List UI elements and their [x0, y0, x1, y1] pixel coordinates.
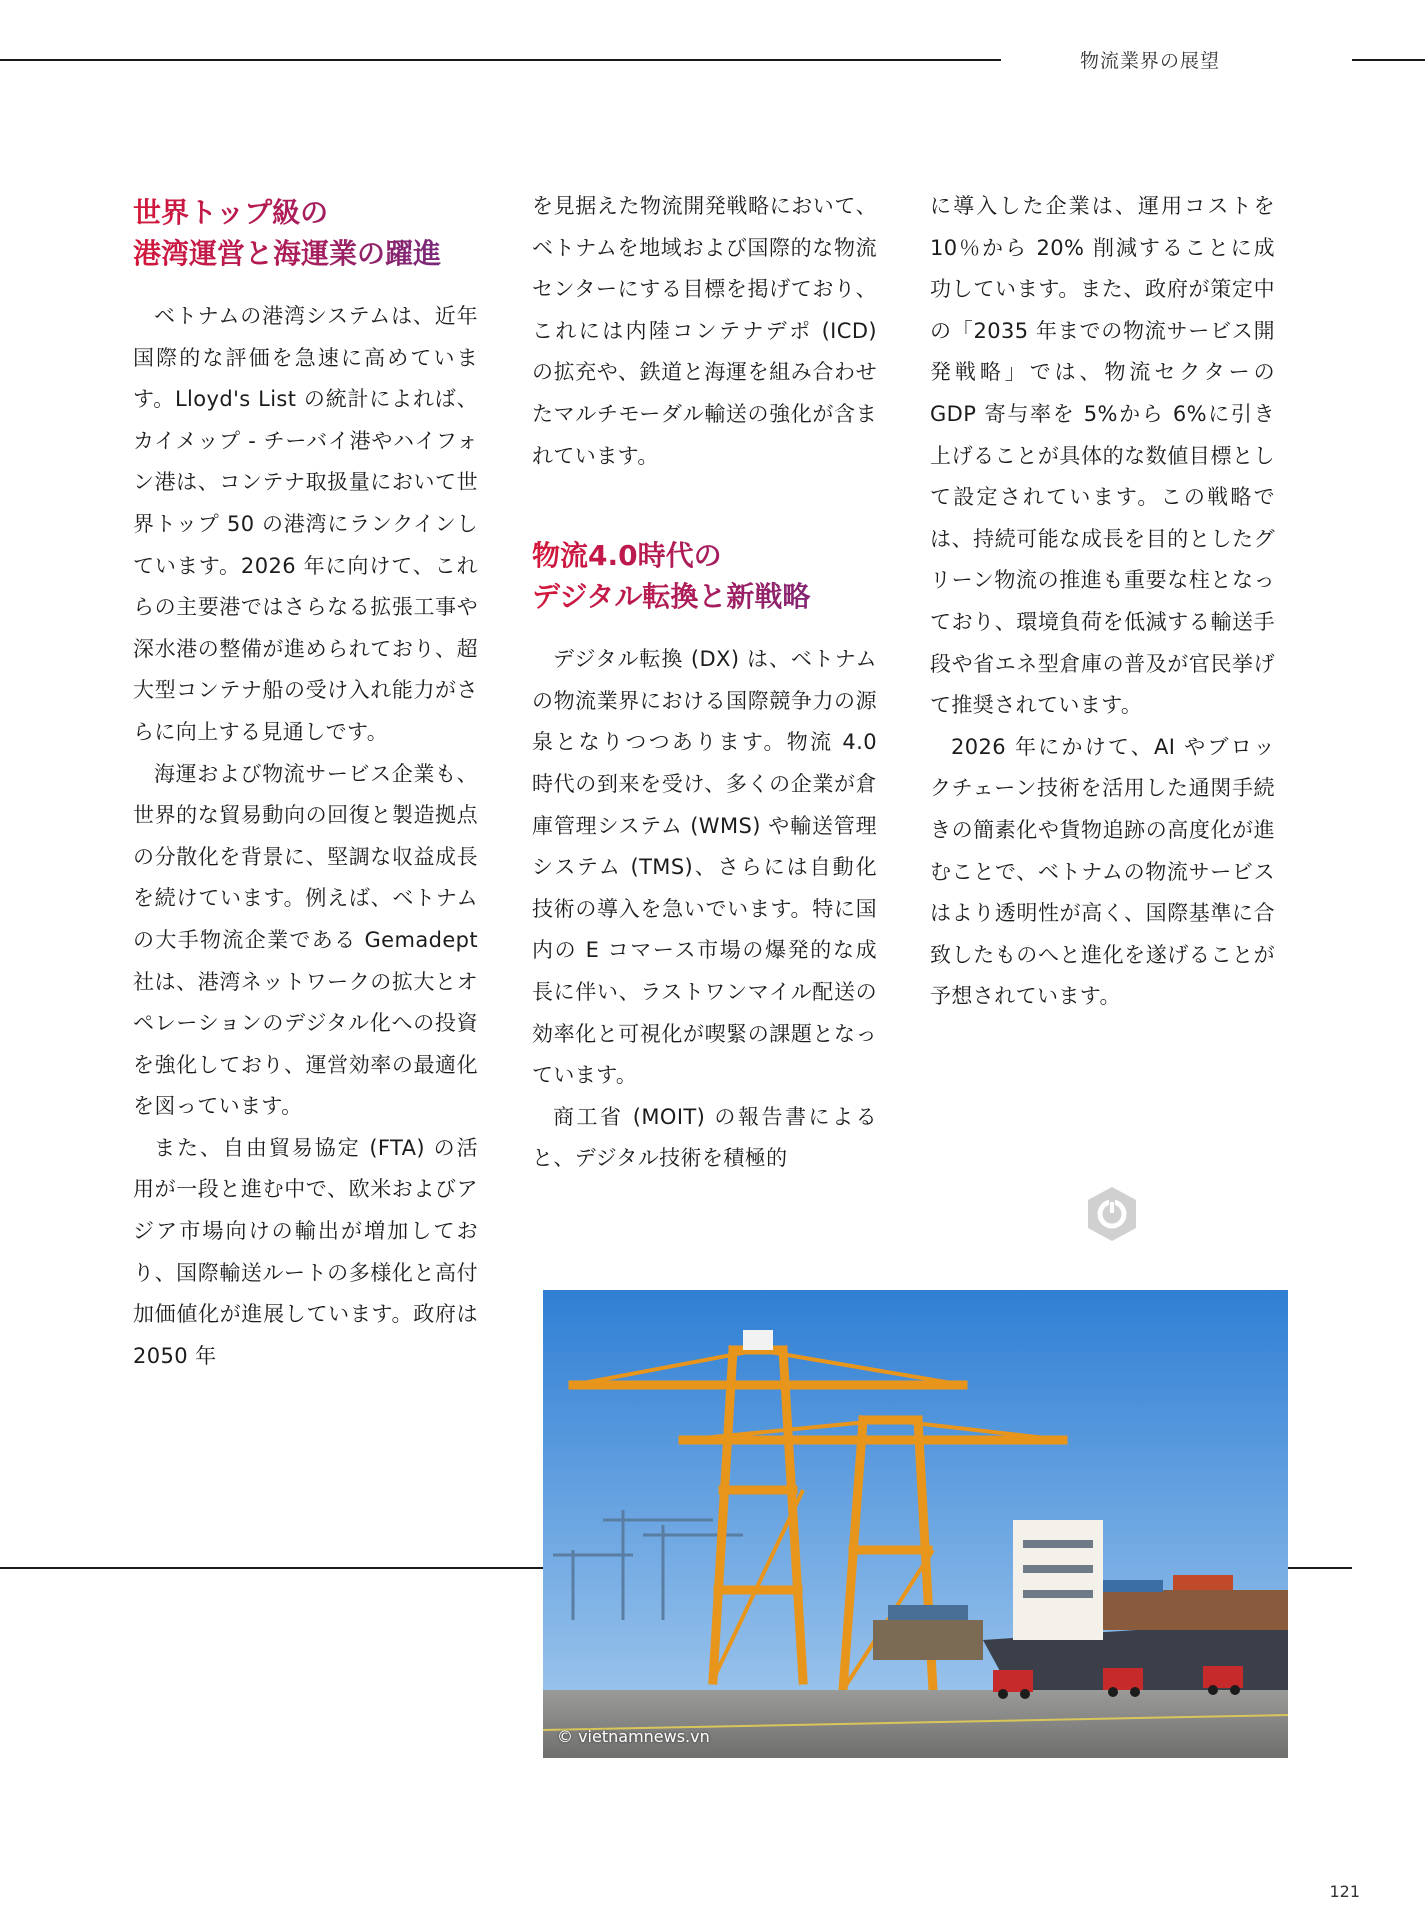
paragraph: また、自由貿易協定 (FTA) の活用が一段と進む中で、欧米およびアジア市場向けの輸出が増加しており、国際輸送ルートの多様化と高付加価値化が進展しています。政府は 2050 年 — [133, 1135, 478, 1368]
article-column-1 — [133, 186, 478, 1377]
paragraph: 海運および物流サービス企業も、世界的な貿易動向の回復と製造拠点の分散化を背景に、堅調な収益成長を続けています。例えば、ベトナムの大手物流企業である Gemadept 社は、港湾ネットワークの拡大とオペレーションのデジタル化への投資を強化しており、運営効率の最適化を図っています。 — [133, 761, 478, 1119]
page-number: 121 — [1329, 1882, 1360, 1901]
section-title: 物流業界の展望 — [1079, 50, 1220, 72]
section-heading-digital — [532, 529, 877, 617]
article-column-3 — [930, 186, 1275, 1018]
paragraph: 2026 年にかけて、AI やブロックチェーン技術を活用した通関手続きの簡素化や貨物追跡の高度化が進むことで、ベトナムの物流サービスはより透明性が高く、国際基準に合致したものへと進化を遂げることが予想されています。 — [930, 734, 1275, 1009]
photo-credit: © vietnamnews.vn — [557, 1727, 710, 1746]
footer-rule-left — [0, 1567, 543, 1569]
paragraph: 商工省 (MOIT) の報告書によると、デジタル技術を積極的 — [532, 1104, 877, 1171]
heading-line-2: デジタル転換と新戦略 — [532, 580, 811, 614]
header-rule-left — [0, 59, 1001, 61]
article-column-2 — [532, 186, 877, 1180]
heading-line-1: 物流4.0時代の — [532, 539, 722, 573]
paragraph-continued: に導入した企業は、運用コストを 10％から 20% 削減することに成功しています。また、政府が策定中の「2035 年までの物流サービス開発戦略」では、物流セクターの GDP 寄与率を 5%から 6%に引き上げることが具体的な数値目標として設定されています。この戦略では、持続可能な成長を目的としたグリーン物流の推進も重要な柱となっており、環境負荷を低減する輸送手段や省エネ型倉庫の普及が官民挙げて推奨されています。 — [930, 194, 1275, 718]
paragraph: ベトナムの港湾システムは、近年国際的な評価を急速に高めています。Lloyd's List の統計によれば、カイメップ - チーバイ港やハイフォン港は、コンテナ取扱量において世界トップ 50 の港湾にランクインしています。2026 年に向けて、これらの主要港ではさらなる拡張工事や深水港の整備が進められており、超大型コンテナ船の受け入れ能力がさらに向上する見通しです。 — [133, 304, 478, 744]
paragraph-continued: を見据えた物流開発戦略において、ベトナムを地域および国際的な物流センターにする目標を掲げており、これには内陸コンテナデポ (ICD) の拡充や、鉄道と海運を組み合わせたマルチモーダル輸送の強化が含まれています。 — [532, 194, 877, 468]
hexagon-logo-icon — [1083, 1185, 1141, 1243]
port-crane-photo — [543, 1290, 1288, 1758]
paragraph: デジタル転換 (DX) は、ベトナムの物流業界における国際競争力の源泉となりつつあります。物流 4.0 時代の到来を受け、多くの企業が倉庫管理システム (WMS) や輸送管理システム (TMS)、さらには自動化技術の導入を急いでいます。特に国内の E コマース市場の爆発的な成長に伴い、ラストワンマイル配送の効率化と可視化が喫緊の課題となっています。 — [532, 647, 877, 1088]
heading-line-2: 港湾運営と海運業の躍進 — [133, 237, 442, 270]
heading-line-1: 世界トップ級の — [133, 196, 329, 229]
section-heading-ports — [133, 186, 478, 274]
footer-rule-right — [1288, 1567, 1352, 1569]
header-rule-right — [1352, 59, 1425, 61]
